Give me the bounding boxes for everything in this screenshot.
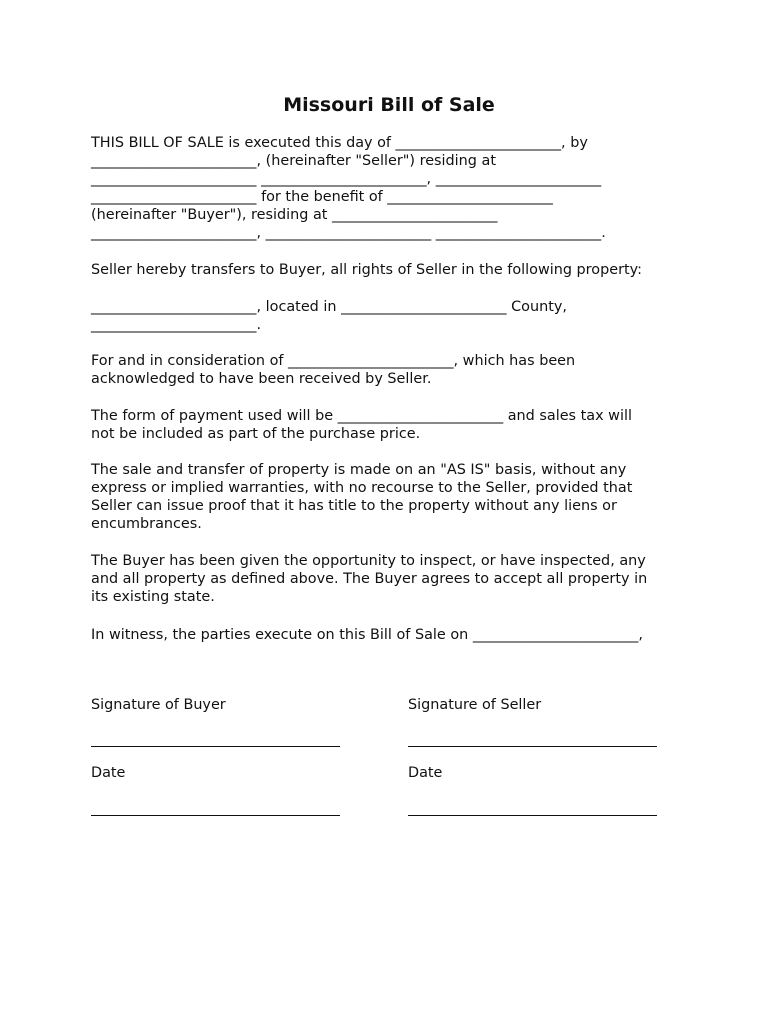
buyer-signature-label: Signature of Buyer [91, 697, 226, 713]
intro-line-6: _______________________, _______________________ _______________________. [91, 225, 606, 241]
payment-line-1: The form of payment used will be _______________________ and sales tax will [91, 408, 632, 424]
buyer-signature-line[interactable] [91, 746, 340, 747]
as-is-line-2: express or implied warranties, with no recourse to the Seller, provided that [91, 480, 633, 496]
inspection-line-1: The Buyer has been given the opportunity to inspect, or have inspected, any [91, 553, 646, 569]
intro-line-1: THIS BILL OF SALE is executed this day of _______________________, by [91, 135, 588, 151]
intro-line-5: (hereinafter "Buyer"), residing at _______________________ [91, 207, 498, 223]
inspection-line-3: its existing state. [91, 589, 215, 605]
seller-date-line[interactable] [408, 815, 657, 816]
as-is-line-1: The sale and transfer of property is made on an "AS IS" basis, without any [91, 462, 627, 478]
intro-line-4: _______________________ for the benefit of _______________________ [91, 189, 553, 205]
document-title: Missouri Bill of Sale [283, 94, 495, 116]
as-is-line-4: encumbrances. [91, 516, 202, 532]
inspection-line-2: and all property as defined above. The Buyer agrees to accept all property in [91, 571, 648, 587]
intro-line-2: _______________________, (hereinafter "Seller") residing at [91, 153, 496, 169]
seller-signature-line[interactable] [408, 746, 657, 747]
transfer-statement: Seller hereby transfers to Buyer, all rights of Seller in the following property: [91, 262, 642, 278]
seller-signature-label: Signature of Seller [408, 697, 542, 713]
consideration-line-1: For and in consideration of _______________________, which has been [91, 353, 576, 369]
seller-date-label: Date [408, 765, 443, 781]
payment-line-2: not be included as part of the purchase price. [91, 426, 421, 442]
buyer-date-line[interactable] [91, 815, 340, 816]
intro-line-3: _______________________ _______________________, _______________________ [91, 171, 602, 187]
property-line-1: _______________________, located in _______________________ County, [91, 299, 567, 315]
property-line-2: _______________________. [91, 317, 262, 333]
buyer-date-label: Date [91, 765, 126, 781]
as-is-line-3: Seller can issue proof that it has title to the property without any liens or [91, 498, 617, 514]
witness-statement: In witness, the parties execute on this Bill of Sale on _______________________, [91, 627, 643, 643]
consideration-line-2: acknowledged to have been received by Seller. [91, 371, 432, 387]
